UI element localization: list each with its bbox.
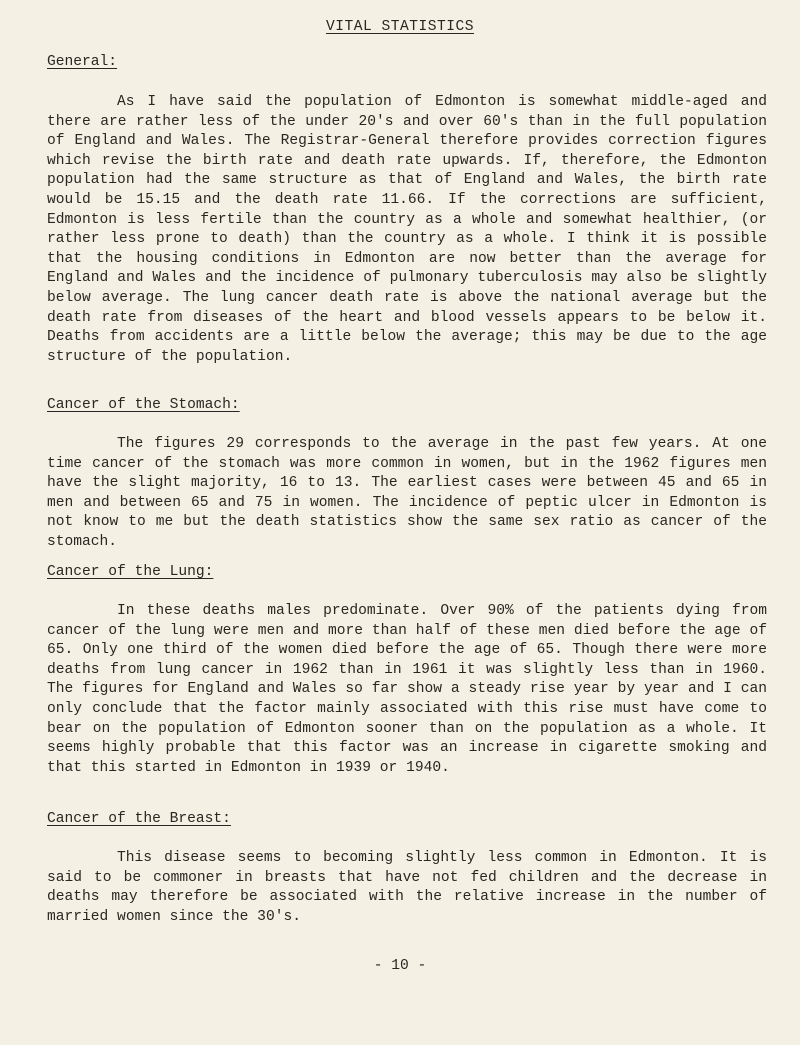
section-body: This disease seems to becoming slightly less common in Edmonton. It is said to be commoner in breasts that have not fed children and the decrease in deaths may therefore be associated with the relative increase in the number of married women since the 30's.: [47, 850, 767, 925]
section-general: [47, 52, 767, 367]
page-title: [0, 19, 800, 35]
section-cancer-lung: [47, 562, 767, 778]
section-heading: Cancer of the Lung:: [47, 564, 214, 580]
section-heading: Cancer of the Stomach:: [47, 397, 240, 413]
section-body: In these deaths males predominate. Over 90% of the patients dying from cancer of the lung were men and more than half of these men died before the age of 65. Only one third of the women died before the age of 65. Though there were more deaths from lung cancer in 1962 than in 1961 it was slightly less than in 1960. The figures for England and Wales so far show a steady rise year by year and I can only conclude that the factor mainly associated with this rise must have come to bear on the population of Edmonton sooner than on the population as a whole. It seems highly probable that this factor was an increase in cigarette smoking and that this started in Edmonton in 1939 or 1940.: [47, 603, 767, 776]
section-heading: Cancer of the Breast:: [47, 811, 231, 827]
section-cancer-breast: [47, 809, 767, 927]
section-body: The figures 29 corresponds to the average in the past few years. At one time cancer of the stomach was more common in women, but in the 1962 figures men have the slight majority, 16 to 13. The earliest cases were between 45 and 65 in men and between 65 and 75 in women. The incidence of peptic ulcer in Edmonton is not know to me but the death statistics show the same sex ratio as cancer of the stomach.: [47, 436, 767, 550]
page-title-text: VITAL STATISTICS: [325, 19, 475, 35]
section-body: As I have said the population of Edmonton is somewhat middle-aged and there are rather less of the under 20's and over 60's than in the full population of England and Wales. The Registrar-General therefore provides correction figures which revise the birth rate and death rate upwards. If, therefore, the Edmonton population had the same structure as that of England and Wales, the birth rate would be 15.15 and the death rate 11.66. If the corrections are sufficient, Edmonton is less fertile than the country as a whole and somewhat healthier, (or rather less prone to death) than the country as a whole. I think it is possible that the housing conditions in Edmonton are now better than the average for England and Wales and the incidence of pulmonary tuberculosis may also be slightly below average. The lung cancer death rate is above the national average but the death rate from diseases of the heart and blood vessels appears to be below it. Deaths from accidents are a little below the average; this may be due to the age structure of the population.: [47, 94, 767, 365]
section-cancer-stomach: [47, 395, 767, 553]
page-number: - 10 -: [373, 958, 427, 974]
section-heading: General:: [47, 54, 118, 70]
